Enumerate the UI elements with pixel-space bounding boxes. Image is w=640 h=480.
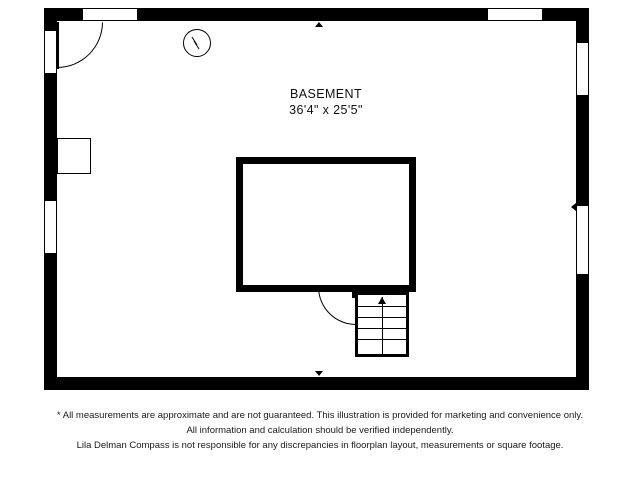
window-right-lower <box>576 205 589 275</box>
interior-room-block <box>236 157 416 292</box>
wall-bottom <box>44 377 589 390</box>
room-dimensions: 36'4" x 25'5" <box>289 103 363 117</box>
window-left-lower <box>44 200 57 254</box>
window-top-left <box>82 8 138 21</box>
sink-symbol-icon <box>183 29 211 57</box>
window-left-upper <box>44 30 57 74</box>
room-name: BASEMENT <box>290 87 362 101</box>
window-right-upper <box>576 42 589 96</box>
door-swing-stairs <box>318 287 356 325</box>
disclaimer-line-1: * All measurements are approximate and are not guaranteed. This illustration is provided for marketing and convenience only. <box>56 410 584 421</box>
disclaimer-text <box>0 408 640 453</box>
up-arrow-icon <box>382 297 383 355</box>
wall-tick-bottom <box>315 371 323 376</box>
wall-tick-right <box>571 203 576 211</box>
staircase <box>355 292 409 357</box>
wall-tick-top <box>315 22 323 27</box>
disclaimer-line-2: All information and calculation should be verified independently. <box>186 425 454 436</box>
wall-fixture-left <box>57 138 91 174</box>
window-top-right <box>487 8 543 21</box>
door-swing-entry <box>57 22 103 68</box>
disclaimer-line-3: Lila Delman Compass is not responsible for any discrepancies in floorplan layout, measurements or square footage. <box>76 440 564 451</box>
room-label <box>236 86 416 118</box>
